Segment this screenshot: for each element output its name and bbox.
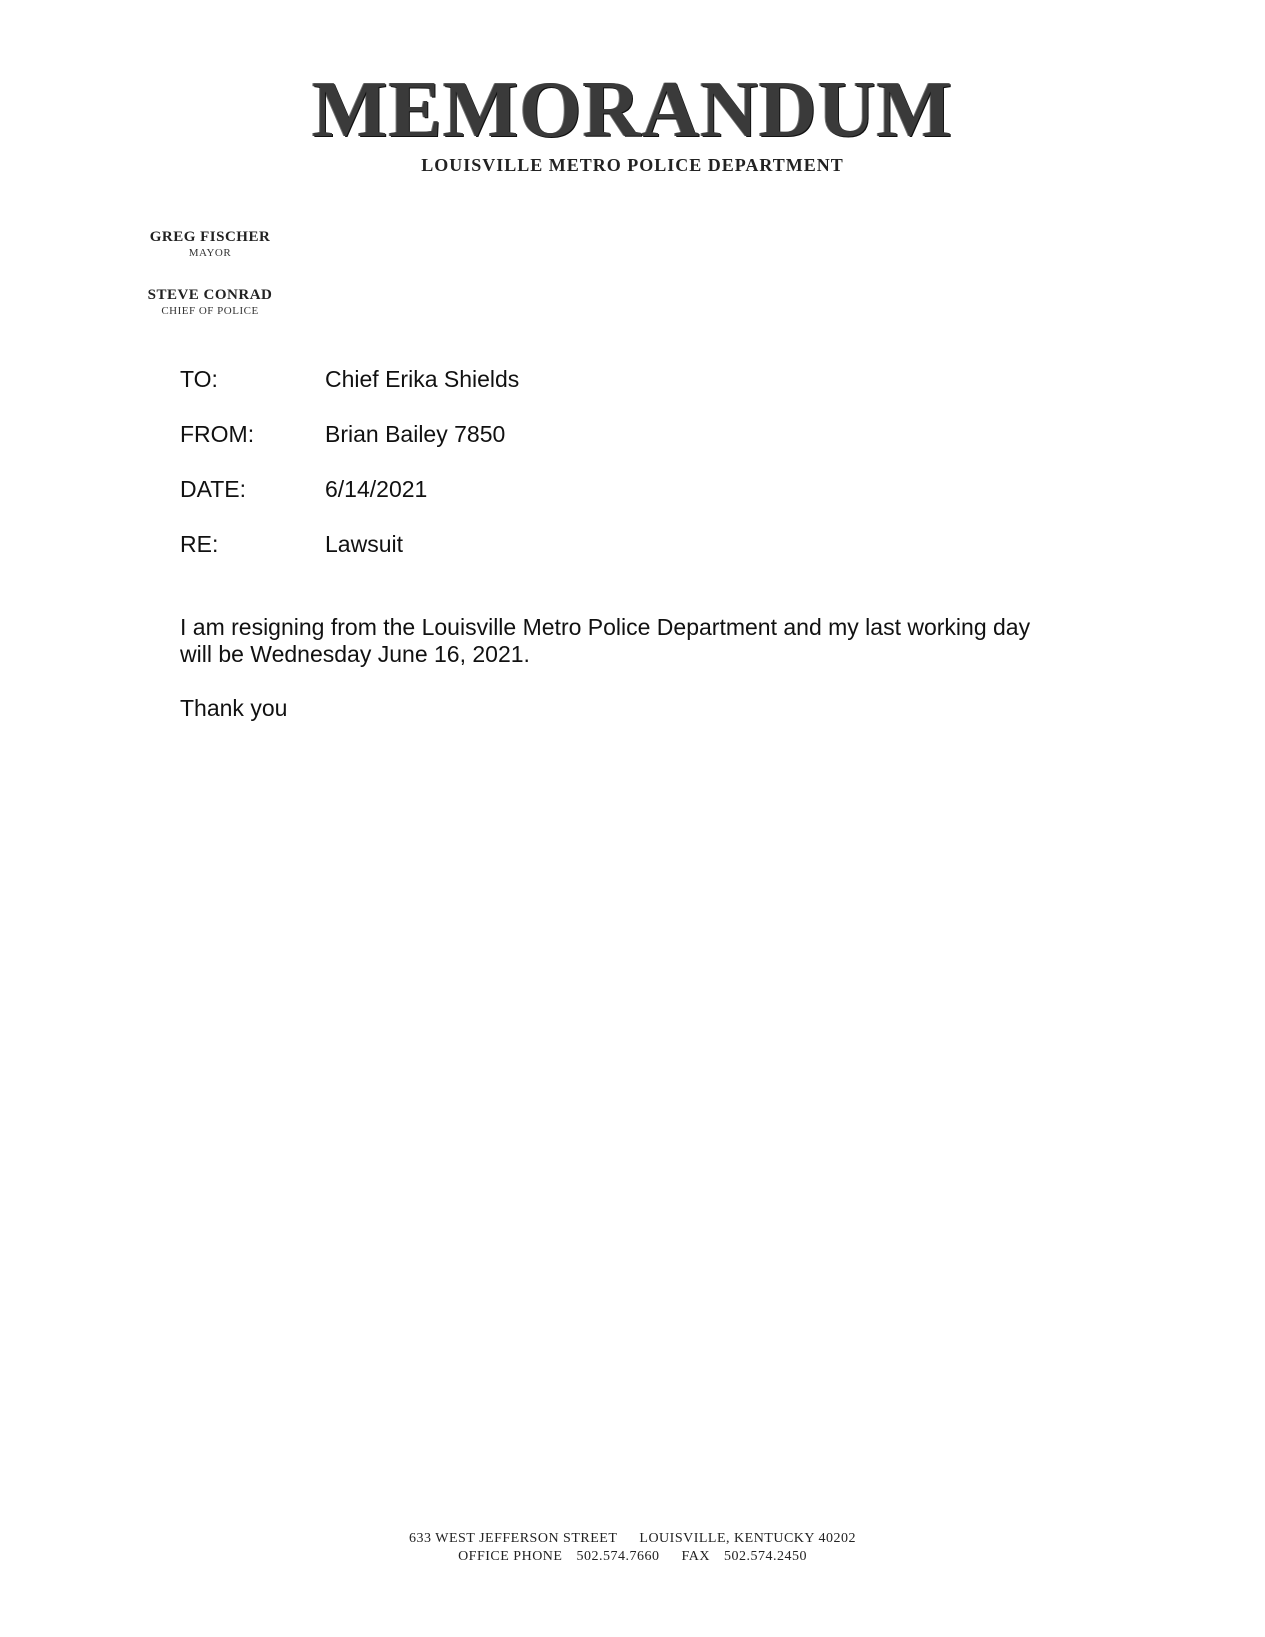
date-value: 6/14/2021 — [325, 476, 428, 502]
official-mayor — [135, 228, 285, 260]
footer-contact-line — [0, 1548, 1265, 1566]
memo-field-from — [180, 423, 505, 446]
date-label: DATE: — [180, 476, 247, 502]
official-role: MAYOR — [188, 247, 232, 259]
department-name: LOUISVILLE METRO POLICE DEPARTMENT — [421, 155, 844, 175]
letterhead-footer — [0, 1530, 1265, 1566]
memo-field-re — [180, 533, 403, 556]
re-value: Lawsuit — [325, 531, 403, 557]
footer-street: 633 WEST JEFFERSON STREET — [408, 1531, 618, 1546]
footer-address-line — [0, 1530, 1265, 1548]
memo-body-text: I am resigning from the Louisville Metro Police Department and my last working day will be Wednesday June 16, 2021. — [180, 614, 1031, 667]
memo-field-to — [180, 368, 519, 391]
from-label: FROM: — [180, 421, 255, 447]
official-role: CHIEF OF POLICE — [161, 305, 259, 317]
footer-city: LOUISVILLE, KENTUCKY 40202 — [639, 1531, 857, 1546]
footer-fax-label: FAX — [681, 1549, 710, 1564]
memo-field-date — [180, 478, 427, 501]
to-label: TO: — [180, 366, 218, 392]
from-value: Brian Bailey 7850 — [325, 421, 506, 447]
official-chief — [135, 286, 285, 318]
footer-phone-label: OFFICE PHONE — [458, 1549, 563, 1564]
memo-closing: Thank you — [180, 695, 288, 721]
official-name: GREG FISCHER — [149, 229, 271, 245]
official-name: STEVE CONRAD — [147, 287, 273, 303]
memo-title: MEMORANDUM — [312, 66, 953, 154]
footer-fax: 502.574.2450 — [723, 1549, 807, 1564]
re-label: RE: — [180, 531, 219, 557]
to-value: Chief Erika Shields — [325, 366, 520, 392]
footer-phone: 502.574.7660 — [576, 1549, 660, 1564]
